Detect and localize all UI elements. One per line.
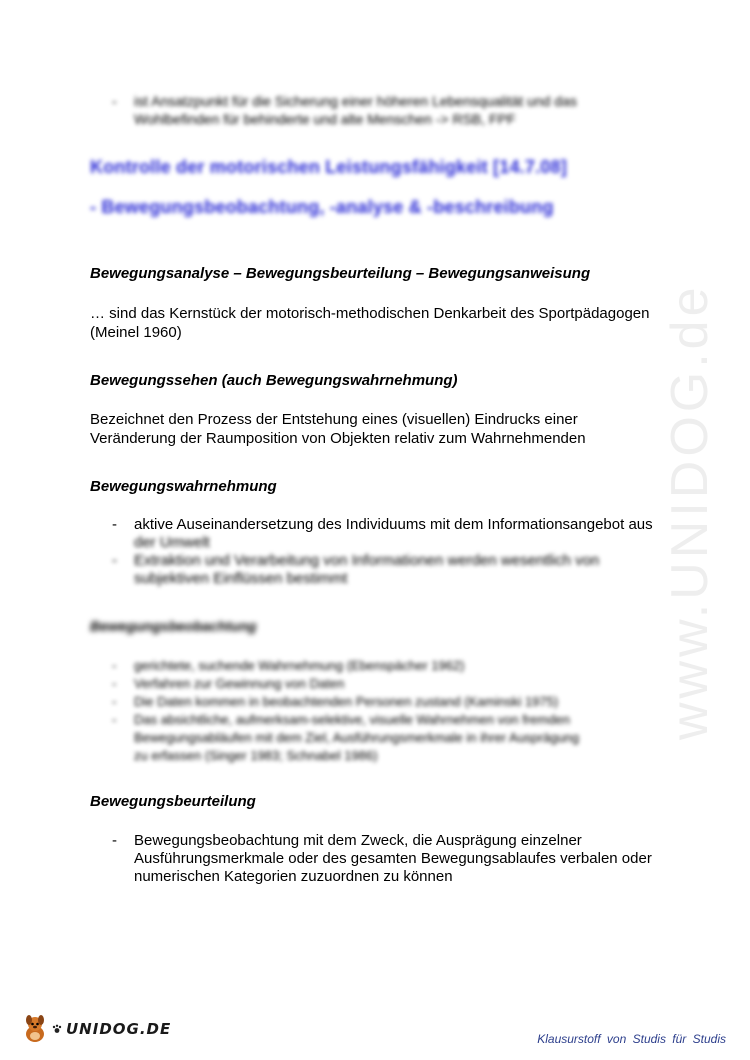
beobachtung-list <box>112 657 672 765</box>
wahrnehmung-item1-line2: der Umwelt <box>134 534 210 551</box>
paw-icon <box>52 1024 62 1034</box>
bullet-dash: - <box>112 694 117 709</box>
bullet-dash: - <box>112 712 117 727</box>
beurteilung-line1: Bewegungsbeobachtung mit dem Zweck, die Ausprägung einzelner <box>134 832 582 849</box>
list-item <box>112 552 672 588</box>
wahrnehmung-item1-line1: aktive Auseinandersetzung des Individuums mit dem Informationsangebot aus <box>134 516 653 533</box>
list-item <box>112 92 672 128</box>
dog-mascot-icon <box>22 1014 48 1044</box>
wahrnehmung-heading: Bewegungswahrnehmung <box>90 478 277 495</box>
wahrnehmung-item2-line2: subjektiven Einflüssen bestimmt <box>134 570 348 587</box>
beobachtung-item4-line1: Das absichtliche, aufmerksam-selektive, visuelle Wahrnehmen von fremden <box>134 712 570 727</box>
beobachtung-item2: Verfahren zur Gewinnung von Daten <box>134 676 345 691</box>
sehen-paragraph <box>90 410 670 448</box>
beobachtung-heading: Bewegungsbeobachtung <box>90 618 257 634</box>
top-bullet-line2: Wohlbefinden für behinderte und alte Menschen -> RSB, FPF <box>134 111 516 127</box>
sehen-line2: Veränderung der Raumposition von Objekten relativ zum Wahrnehmenden <box>90 430 586 447</box>
section-title-line1: Kontrolle der motorischen Leistungsfähigkeit [14.7.08] <box>90 157 567 177</box>
analyse-paragraph <box>90 304 670 342</box>
beurteilung-list <box>112 832 672 886</box>
footer-tagline: Klausurstoff von Studis für Studis <box>537 1032 726 1046</box>
beobachtung-item4-line3: zu erfassen (Singer 1983; Schnabel 1986) <box>134 748 378 763</box>
list-item <box>112 832 672 886</box>
list-item <box>112 516 672 552</box>
beobachtung-item3: Die Daten kommen in beobachtenden Personen zustand (Kaminski 1975) <box>134 694 559 709</box>
section-title-line2: - Bewegungsbeobachtung, -analyse & -beschreibung <box>90 197 554 217</box>
beurteilung-heading: Bewegungsbeurteilung <box>90 793 256 810</box>
watermark: www.UNIDOG.de <box>661 283 719 740</box>
beobachtung-item4-line2: Bewegungsabläufen mit dem Ziel, Ausführungsmerkmale in ihrer Ausprägung <box>134 730 580 745</box>
list-item <box>112 693 672 711</box>
list-item <box>112 711 672 765</box>
analyse-line1: … sind das Kernstück der motorisch-methodischen Denkarbeit des Sportpädagogen <box>90 305 650 322</box>
logo-text: UNIDOG.DE <box>66 1020 172 1038</box>
wahrnehmung-list <box>112 516 672 588</box>
bullet-dash: - <box>112 832 117 849</box>
bullet-dash: - <box>112 676 117 691</box>
footer-logo <box>22 1014 171 1044</box>
beurteilung-line2: Ausführungsmerkmale oder des gesamten Bewegungsablaufes verbalen oder <box>134 850 652 867</box>
wahrnehmung-item2-line1: Extraktion und Verarbeitung von Informationen werden wesentlich von <box>134 552 600 569</box>
list-item <box>112 657 672 675</box>
beurteilung-line3: numerischen Kategorien zuzuordnen zu können <box>134 868 453 885</box>
bullet-dash: - <box>112 93 117 109</box>
list-item <box>112 675 672 693</box>
sehen-line1: Bezeichnet den Prozess der Entstehung eines (visuellen) Eindrucks einer <box>90 411 578 428</box>
bullet-dash: - <box>112 552 117 569</box>
beobachtung-item1: gerichtete, suchende Wahrnehmung (Ebenspächer 1962) <box>134 658 465 673</box>
top-bullet <box>112 92 672 128</box>
analyse-heading: Bewegungsanalyse – Bewegungsbeurteilung – Bewegungsanweisung <box>90 265 591 282</box>
sehen-heading: Bewegungssehen (auch Bewegungswahrnehmung) <box>90 372 458 389</box>
analyse-line2: (Meinel 1960) <box>90 324 182 341</box>
bullet-dash: - <box>112 516 117 533</box>
bullet-dash: - <box>112 658 117 673</box>
top-bullet-line1: ist Ansatzpunkt für die Sicherung einer höheren Lebensqualität und das <box>134 93 577 109</box>
